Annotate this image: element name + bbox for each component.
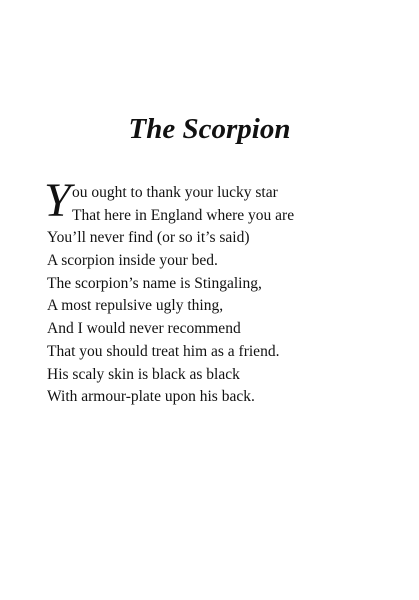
poem-line: The scorpion’s name is Stingaling,	[47, 274, 262, 292]
poem-line: You’ll never find (or so it’s said)	[47, 229, 250, 247]
drop-cap: Y	[44, 174, 71, 227]
poem-line: That you should treat him as a friend.	[47, 342, 280, 360]
poem-line: A scorpion inside your bed.	[47, 252, 218, 270]
poem-line: ou ought to thank your lucky star	[72, 184, 278, 201]
poem-line: That here in England where you are	[72, 206, 295, 224]
poem-line: With armour-plate upon his back.	[47, 388, 255, 406]
poem-line: And I would never recommend	[47, 320, 241, 338]
poem-title: The Scorpion	[128, 113, 291, 145]
poem-body	[44, 174, 387, 409]
poem-line: His scaly skin is black as black	[47, 365, 240, 383]
poem-opening	[44, 174, 387, 227]
poem-line: A most repulsive ugly thing,	[47, 297, 224, 315]
